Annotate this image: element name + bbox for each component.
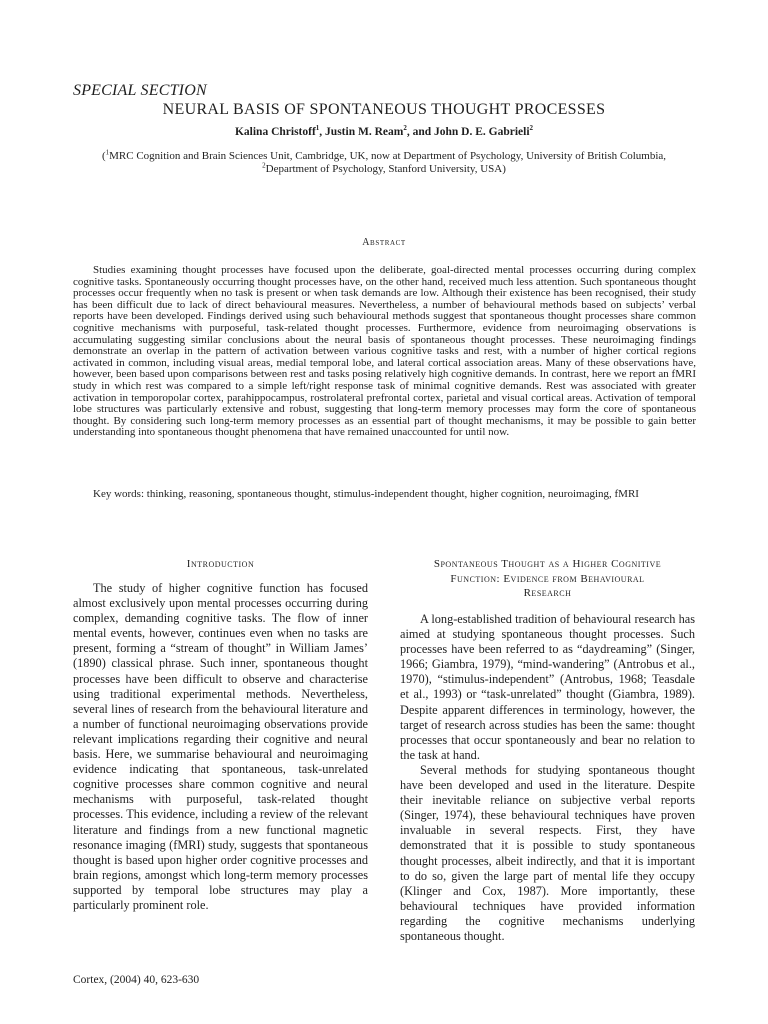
paragraph: A long-established tradition of behavioural research has aimed at studying spontaneous thought processes. Such processes have been referred to as “daydreaming” (Singer, 1966; Giambra, 1979), “mind-wandering” (Antrobus et al., 1970), “stimulus-independent” (Antrobus, 1968; Teasdale et al., 1993) or “task-unrelated” thought (Giambra, 1989). Despite apparent differences in terminology, however, the target of research across studies has been the same: thought processes that occur spontaneously and bear no relation to the task at hand.: [400, 612, 695, 762]
spontaneous-thought-heading: [400, 557, 695, 601]
paper-title: NEURAL BASIS OF SPONTANEOUS THOUGHT PROCESSES: [162, 101, 606, 118]
author-name: Kalina Christoff: [234, 126, 316, 138]
spontaneous-thought-body: [400, 612, 695, 944]
author-separator: , and: [406, 126, 434, 138]
abstract-heading: Abstract: [362, 237, 406, 248]
author-affiliation-mark: 2: [529, 124, 534, 133]
keywords: Key words: thinking, reasoning, spontaneous thought, stimulus-independent thought, higher cognition, neuroimaging, fMRI: [93, 488, 639, 500]
author-list: [0, 126, 768, 138]
introduction-body: [73, 581, 368, 913]
affiliations: [100, 150, 668, 176]
author-separator: ,: [319, 126, 326, 138]
affiliation-open-paren: (: [101, 150, 106, 162]
heading-line: Research: [523, 587, 572, 599]
heading-line: Function: Evidence from Behavioural: [450, 572, 645, 585]
paragraph: Several methods for studying spontaneous thought have been developed and used in the literature. Despite their inevitable reliance on subjective verbal reports (Singer, 1974), these behavioural techniques have proven invaluable in several respects. First, they have demonstrated that it is possible to study spontaneous thought processes, albeit indirectly, and that it is important to do so, given the large part of mental life they occupy (Klinger and Cox, 1987). More importantly, these behavioural techniques have provided information regarding the cognitive mechanisms underlying spontaneous thought.: [400, 762, 695, 943]
author-name: John D. E. Gabrieli: [433, 126, 530, 138]
introduction-heading: Introduction: [186, 558, 255, 570]
affiliation-text: Department of Psychology, Stanford University, USA): [265, 163, 506, 175]
author-affiliation-mark: 1: [315, 124, 320, 133]
affiliation-text: MRC Cognition and Brain Sciences Unit, Cambridge, UK, now at Department of Psychology, University of British Columbia,: [109, 150, 667, 162]
abstract-text: Studies examining thought processes have focused upon the deliberate, goal-directed mental processes occurring during complex cognitive tasks. Spontaneously occurring thought processes have, on the other hand, received much less attention. Such spontaneous thought processes occur frequently when no task is present or when task demands are low. Although their existence has been recognised, their study has been difficult due to lack of direct behavioural measures. Nevertheless, a number of behavioural methods based on subjects’ verbal reports have been developed. Findings derived using such behavioural methods suggest that spontaneous thought processes share common cognitive mechanisms with purposeful, task-related thought processes. Furthermore, evidence from neuroimaging observations is accumulating suggesting similar conclusions about the neural basis of spontaneous thought processes. These neuroimaging findings demonstrate an overlap in the pattern of activation between various cognitive tasks and rest, with a number of higher cortical regions activated in common, including visual areas, medial temporal lobe, and lateral cortical association areas. Many of these observations have, however, been based upon comparisons between rest and tasks posing relatively high cognitive demands. In contrast, here we report an fMRI study in which rest was compared to a simple left/right response task of minimal cognitive demands. Rest was associated with greater activation in temporopolar cortex, parahippocampus, rostrolateral prefrontal cortex, parietal and visual cortical areas. Activation of temporal lobe structures was particularly extensive and robust, suggesting that long-term memory processes may form the core of spontaneous thought. By considering such long-term memory processes as an essential part of thought mechanisms, it may be possible to gain better understanding into spontaneous thought phenomena that have remained unaccounted for until now.: [73, 264, 696, 439]
heading-line: Spontaneous Thought as a Higher Cognitive: [433, 558, 662, 570]
section-label: SPECIAL SECTION: [73, 82, 207, 99]
affiliation-mark: 1: [105, 148, 110, 157]
journal-citation: Cortex, (2004) 40, 623-630: [73, 974, 200, 986]
author-affiliation-mark: 2: [403, 124, 407, 133]
affiliation-mark: 2: [262, 161, 266, 170]
author-name: Justin M. Ream: [325, 126, 404, 138]
paragraph: The study of higher cognitive function has focused almost exclusively upon mental processes occurring during complex, demanding cognitive tasks. The flow of inner mental events, however, continues even when no tasks are present, forming a “stream of thought” in William James’ (1890) classical phrase. Such inner, spontaneous thought processes have been difficult to observe and characterise using traditional experimental methods. Nevertheless, several lines of research from the behavioural literature and a number of functional neuroimaging observations provide relevant implications regarding their cognitive and neural basis. Here, we summarise behavioural and neuroimaging evidence indicating that spontaneous, task-unrelated cognitive processes share common cognitive and neural mechanisms with purposeful, task-related thought processes. This evidence, including a review of the relevant literature and findings from a new functional magnetic resonance imaging (fMRI) study, suggests that spontaneous thought is based upon higher order cognitive processes and brain regions, amongst which long-term memory processes supported by temporal lobe structures may play a particularly prominent role.: [73, 581, 368, 912]
